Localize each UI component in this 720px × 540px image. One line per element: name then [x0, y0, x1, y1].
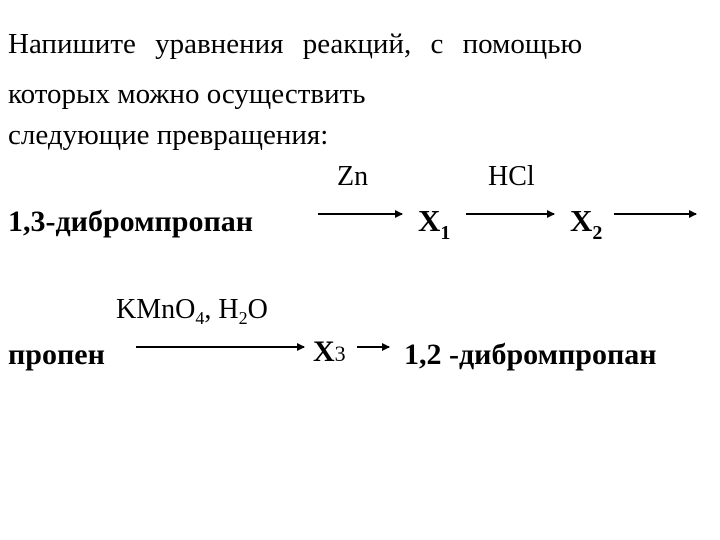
reagent-zn: Zn — [337, 161, 369, 192]
x3-index: 3 — [334, 341, 346, 366]
task-line-2: которых можно осуществить — [8, 78, 366, 110]
reagent-sep: , H — [204, 294, 239, 325]
reagent-kmn: KMn — [116, 294, 176, 325]
reagent-h-index: 2 — [238, 308, 248, 328]
task-line-1-text: Напишите уравнения реакций, с помощью — [8, 28, 583, 60]
start-compound-1: 1,3-дибромпропан — [8, 205, 254, 238]
reagent-o: O — [175, 294, 196, 325]
x3-letter: X — [313, 335, 335, 368]
task-line-1 — [8, 30, 712, 59]
arrow-1 — [318, 213, 402, 215]
x1-letter: X — [418, 203, 441, 238]
arrow-2 — [466, 213, 554, 215]
x2-letter: X — [570, 203, 593, 238]
task-line-3: следующие превращения: — [8, 119, 329, 151]
arrow-4 — [136, 346, 304, 348]
x3-symbol — [313, 337, 346, 367]
x2-index: 2 — [592, 222, 603, 244]
x2-symbol — [570, 205, 602, 243]
end-compound-2: 1,2 -дибромпропан — [404, 338, 657, 371]
reagent-tail: O — [247, 294, 268, 325]
arrow-3 — [614, 213, 696, 215]
start-compound-2: пропен — [8, 338, 105, 371]
x1-symbol — [418, 205, 450, 243]
reagent-kmno4-h2o — [116, 296, 268, 327]
reagent-o-index: 4 — [195, 308, 205, 328]
x1-index: 1 — [440, 222, 451, 244]
arrow-5 — [357, 346, 389, 348]
reagent-hcl: HCl — [488, 161, 535, 192]
